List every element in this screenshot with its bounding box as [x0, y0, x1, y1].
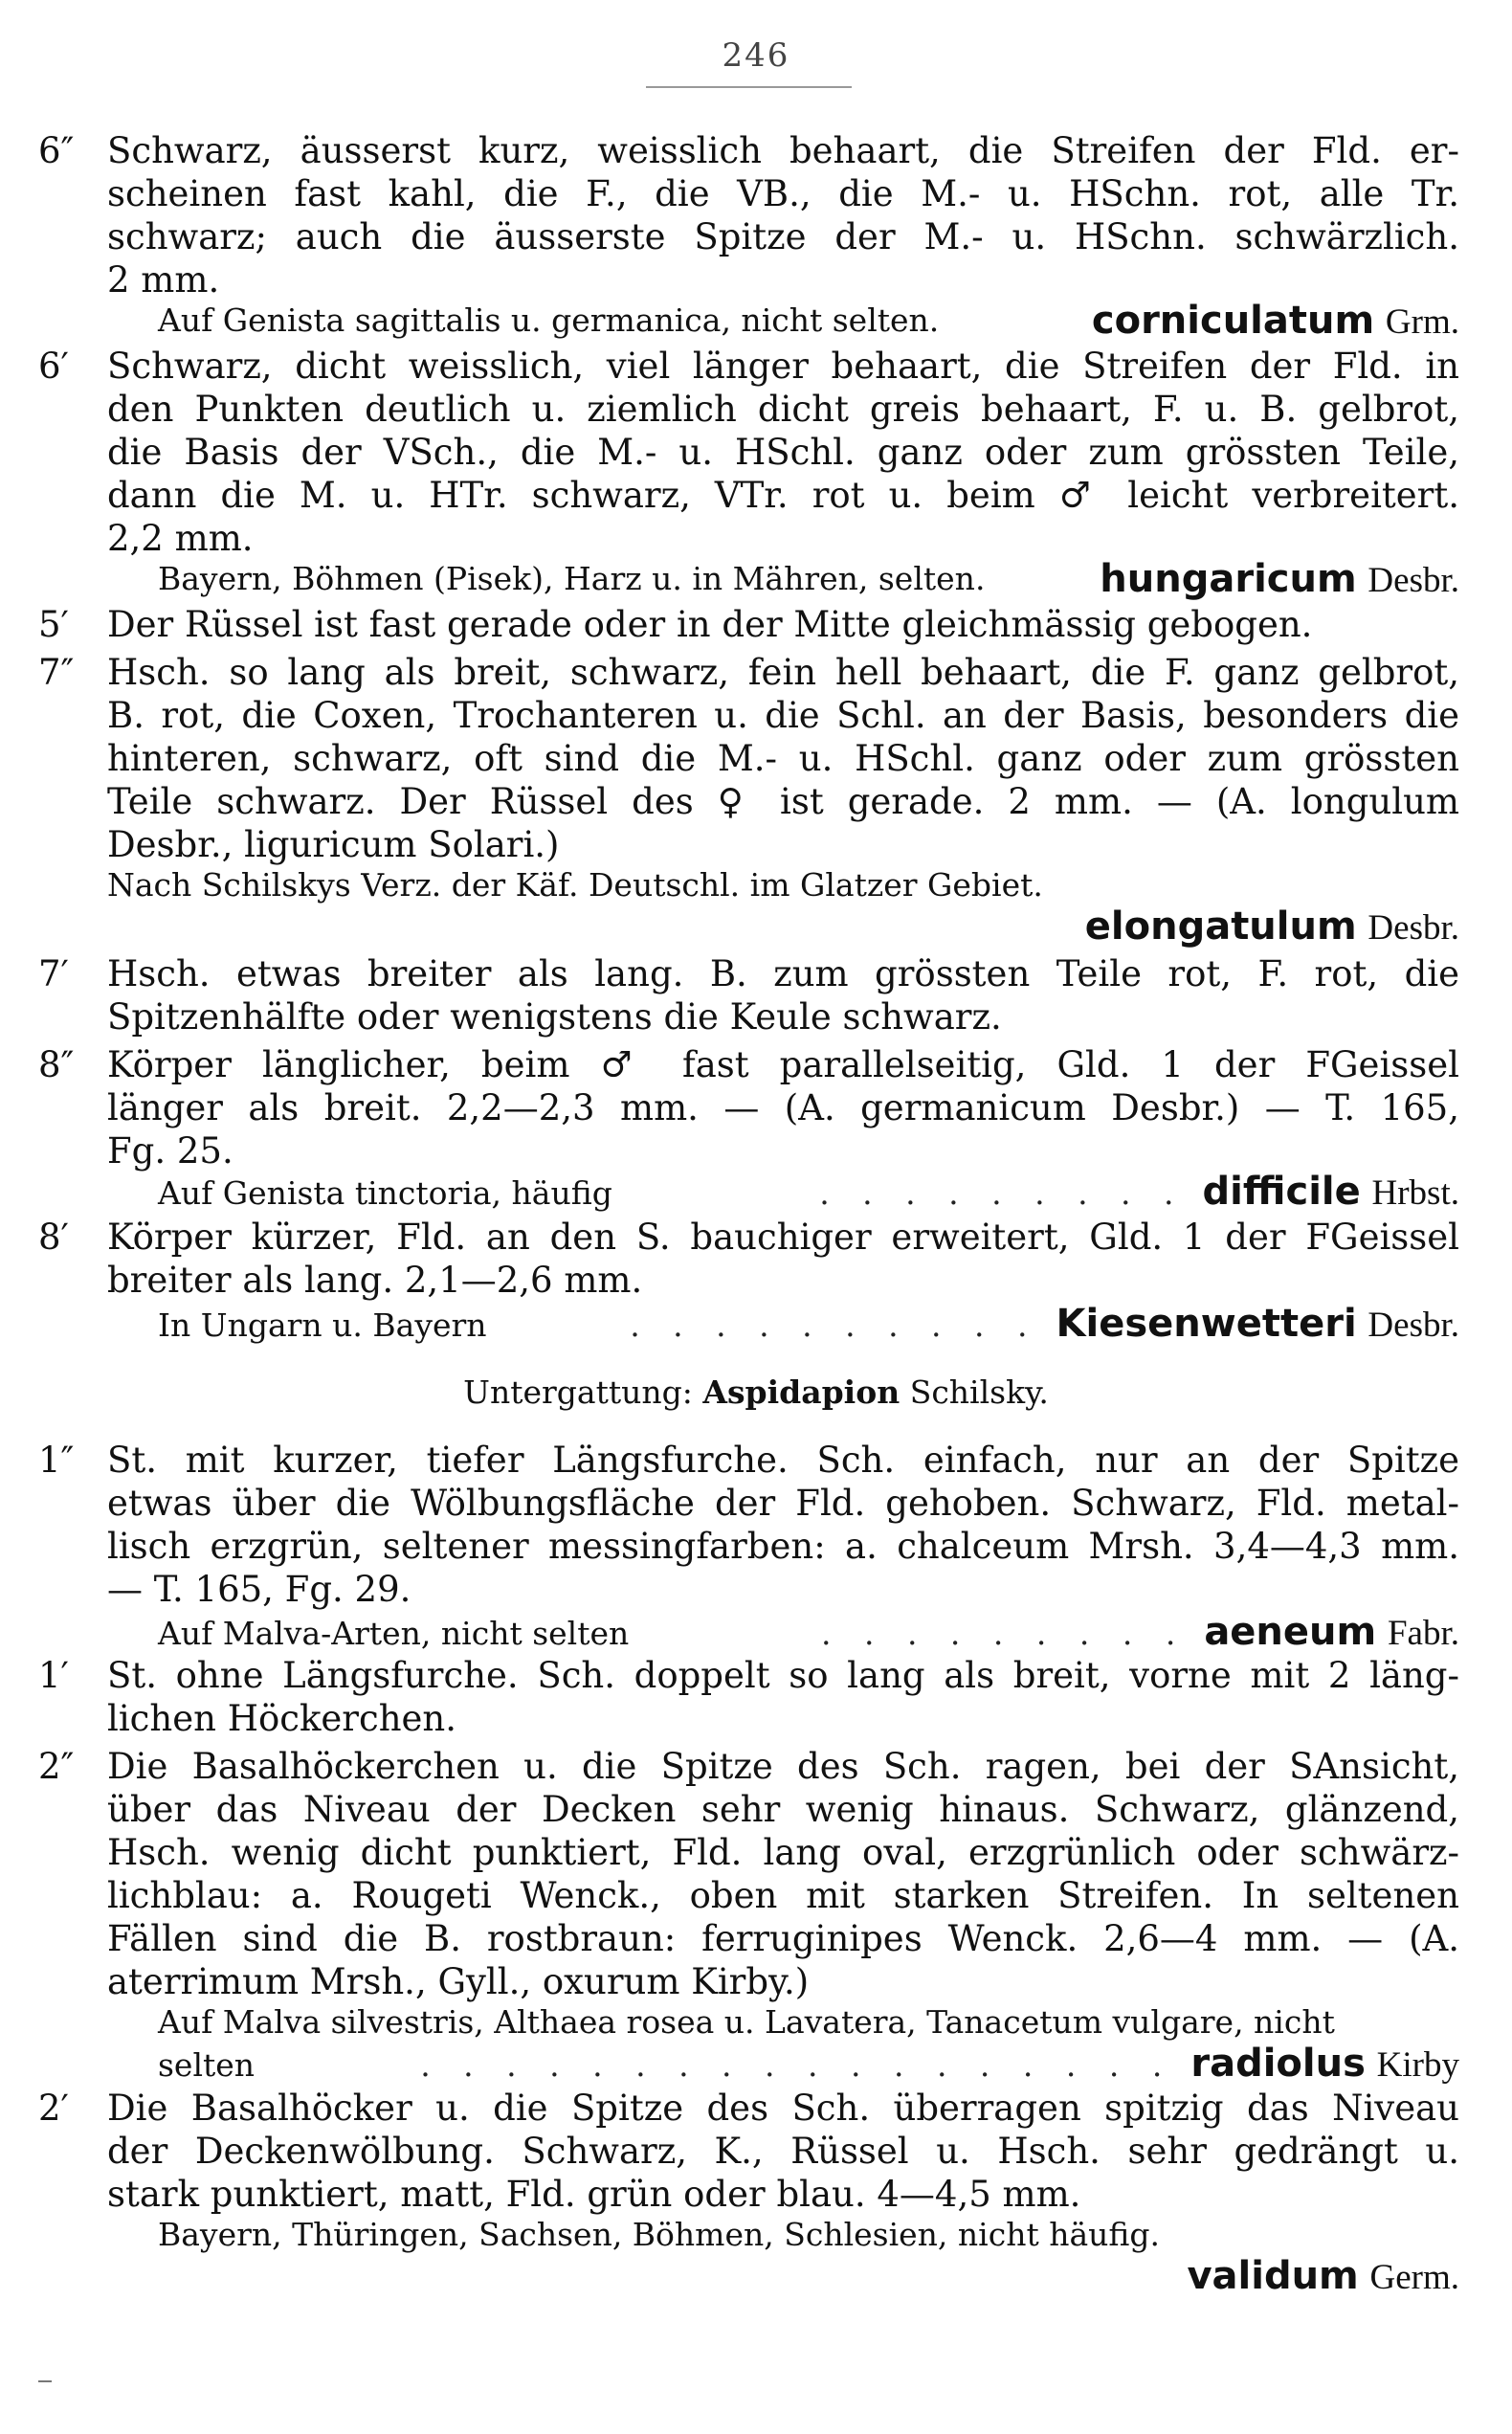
species-name: hungaricum Desbr. [1100, 557, 1459, 601]
key-number: 8′ [38, 1217, 69, 1258]
key-text: Fällen sind die B. rostbraun: ferruginipes Wenck. 2,6—4 mm. — (A. [107, 1918, 1459, 1959]
margin-mark [38, 2380, 52, 2382]
text-line [0, 1043, 1512, 1087]
species-line [0, 904, 1512, 949]
species-name: difficile Hrbst. [1202, 1170, 1459, 1214]
species-name: Kiesenwetteri Desbr. [1056, 1302, 1459, 1346]
locality-line [0, 1302, 1512, 1346]
text-line [0, 952, 1512, 996]
text-line [0, 1788, 1512, 1832]
key-number: 5′ [38, 604, 69, 645]
key-text: Körper länglicher, beim ♂ fast parallelseitig, Gld. 1 der FGeissel [107, 1044, 1459, 1085]
key-text: hinteren, schwarz, oft sind die M.- u. HSchl. ganz oder zum grössten [107, 738, 1459, 779]
key-text: Hsch. so lang als breit, schwarz, fein hell behaart, die F. ganz gelbrot, [107, 652, 1459, 693]
subgenus-heading [0, 1371, 1512, 1415]
key-text: — T. 165, Fg. 29. [107, 1569, 411, 1610]
heading-prefix: Untergattung: [463, 1373, 693, 1411]
key-text: Teile schwarz. Der Rüssel des ♀ ist gerade. 2 mm. — (A. longulum [107, 781, 1459, 822]
locality-text: Auf Genista sagittalis u. germanica, nicht selten. [158, 301, 940, 339]
key-text: dann die M. u. HTr. schwarz, VTr. rot u. beim ♂ leicht verbreitert. [107, 475, 1459, 516]
key-text: der Deckenwölbung. Schwarz, K., Rüssel u. Hsch. sehr gedrängt u. [107, 2131, 1459, 2172]
key-number: 8″ [38, 1044, 75, 1085]
key-text: St. mit kurzer, tiefer Längsfurche. Sch. einfach, nur an der Spitze [107, 1440, 1459, 1481]
key-text: breiter als lang. 2,1—2,6 mm. [107, 1260, 643, 1301]
species-name: validum Germ. [1187, 2254, 1459, 2298]
key-text: Die Basalhöcker u. die Spitze des Sch. überragen spitzig das Niveau [107, 2088, 1459, 2129]
key-number: 7″ [38, 652, 75, 693]
key-text: Körper kürzer, Fld. an den S. bauchiger erweitert, Gld. 1 der FGeissel [107, 1217, 1459, 1258]
species-name: elongatulum Desbr. [1084, 904, 1459, 949]
text-line [0, 1874, 1512, 1918]
locality-text: Nach Schilskys Verz. der Käf. Deutschl. im Glatzer Gebiet. [107, 866, 1043, 904]
key-number: 2′ [38, 2088, 69, 2129]
key-text: Desbr., liguricum Solari.) [107, 824, 560, 865]
leader-dots: . . . . . . . . . [819, 1174, 1186, 1212]
locality-line [0, 2213, 1512, 2257]
locality-text: Auf Genista tinctoria, häufig [158, 1174, 612, 1212]
key-text: Die Basalhöckerchen u. die Spitze des Sch. ragen, bei der SAnsicht, [107, 1746, 1459, 1787]
key-text: die Basis der VSch., die M.- u. HSchl. ganz oder zum grössten Teile, [107, 432, 1459, 473]
text-line [0, 1259, 1512, 1303]
key-number: 1′ [38, 1655, 69, 1696]
text-line [0, 388, 1512, 432]
locality-line [0, 557, 1512, 601]
text-line [0, 1697, 1512, 1741]
key-text: Hsch. wenig dicht punktiert, Fld. lang oval, erzgrünlich oder schwärz- [107, 1832, 1459, 1873]
subgenus-name: Aspidapion [702, 1373, 901, 1411]
locality-text: Bayern, Thüringen, Sachsen, Böhmen, Schlesien, nicht häufig. [158, 2216, 1161, 2253]
key-text: über das Niveau der Decken sehr wenig hinaus. Schwarz, glänzend, [107, 1789, 1459, 1830]
text-line [0, 431, 1512, 475]
key-text: scheinen fast kahl, die F., die VB., die M.- u. HSchn. rot, alle Tr. [107, 173, 1459, 214]
text-line [0, 995, 1512, 1039]
key-text: 2,2 mm. [107, 518, 254, 559]
text-line [0, 1917, 1512, 1961]
key-number: 6″ [38, 130, 75, 171]
key-number: 6′ [38, 346, 69, 387]
key-text: den Punkten deutlich u. ziemlich dicht greis behaart, F. u. B. gelbrot, [107, 389, 1459, 430]
key-number: 2″ [38, 1746, 75, 1787]
key-text: lichen Höckerchen. [107, 1698, 457, 1739]
leader-dots: . . . . . . . . . . [630, 1306, 1039, 1344]
text-line [0, 129, 1512, 173]
text-line [0, 1568, 1512, 1612]
header-rule [646, 86, 852, 88]
text-line [0, 2130, 1512, 2174]
locality-line [0, 2042, 1512, 2086]
key-text: lisch erzgrün, seltener messingfarben: a. chalceum Mrsh. 3,4—4,3 mm. [107, 1526, 1459, 1567]
locality-text: selten [158, 2046, 256, 2084]
text-line [0, 215, 1512, 259]
key-number: 7′ [38, 953, 69, 994]
text-line [0, 345, 1512, 389]
text-line [0, 1439, 1512, 1483]
page-number: 246 [722, 36, 790, 75]
text-line [0, 1831, 1512, 1875]
species-name: radiolus Kirby [1190, 2042, 1459, 2086]
key-text: stark punktiert, matt, Fld. grün oder blau. 4—4,5 mm. [107, 2174, 1081, 2215]
text-line [0, 2087, 1512, 2131]
key-text: B. rot, die Coxen, Trochanteren u. die Schl. an der Basis, besonders die [107, 695, 1459, 736]
key-text: aterrimum Mrsh., Gyll., oxurum Kirby.) [107, 1961, 810, 2002]
key-text: lichblau: a. Rougeti Wenck., oben mit starken Streifen. In seltenen [107, 1875, 1459, 1916]
subgenus-author: Schilsky. [909, 1373, 1049, 1411]
text-line [0, 1654, 1512, 1698]
locality-text: In Ungarn u. Bayern [158, 1306, 487, 1344]
text-line [0, 2173, 1512, 2217]
text-line [0, 1482, 1512, 1526]
text-line [0, 474, 1512, 518]
key-text: Schwarz, äusserst kurz, weisslich behaart, die Streifen der Fld. er- [107, 130, 1459, 171]
locality-text: Auf Malva silvestris, Althaea rosea u. Lavatera, Tanacetum vulgare, nicht [158, 2003, 1335, 2041]
text-line [0, 651, 1512, 695]
key-text: länger als breit. 2,2—2,3 mm. — (A. germanicum Desbr.) — T. 165, [107, 1087, 1459, 1128]
locality-text: Bayern, Böhmen (Pisek), Harz u. in Mähren, selten. [158, 560, 986, 597]
text-line [0, 780, 1512, 824]
key-text: St. ohne Längsfurche. Sch. doppelt so lang als breit, vorne mit 2 läng- [107, 1655, 1459, 1696]
text-line [0, 1525, 1512, 1569]
text-line [0, 1960, 1512, 2004]
locality-line [0, 299, 1512, 343]
key-number: 1″ [38, 1440, 75, 1481]
key-text: etwas über die Wölbungsfläche der Fld. gehoben. Schwarz, Fld. metal- [107, 1483, 1459, 1524]
key-text: Hsch. etwas breiter als lang. B. zum grössten Teile rot, F. rot, die [107, 953, 1459, 994]
text-line [0, 1086, 1512, 1130]
locality-text: Auf Malva-Arten, nicht selten [158, 1615, 630, 1652]
locality-line [0, 1610, 1512, 1654]
locality-line [0, 2000, 1512, 2044]
species-line [0, 2254, 1512, 2298]
species-name: aeneum Fabr. [1204, 1610, 1459, 1654]
leader-dots: . . . . . . . . . [820, 1615, 1188, 1652]
text-line [0, 737, 1512, 781]
text-line [0, 694, 1512, 738]
text-line [0, 603, 1512, 647]
key-text: Spitzenhälfte oder wenigstens die Keule schwarz. [107, 996, 1002, 1038]
locality-line [0, 1170, 1512, 1214]
key-text: Fg. 25. [107, 1130, 233, 1172]
key-text: schwarz; auch die äusserste Spitze der M.- u. HSchn. schwärzlich. [107, 216, 1459, 257]
key-text: Der Rüssel ist fast gerade oder in der Mitte gleichmässig gebogen. [107, 604, 1313, 645]
species-name: corniculatum Grm. [1091, 299, 1459, 343]
text-line [0, 1129, 1512, 1173]
text-line [0, 258, 1512, 302]
text-line [0, 172, 1512, 216]
key-text: Schwarz, dicht weisslich, viel länger behaart, die Streifen der Fld. in [107, 346, 1459, 387]
locality-line [0, 863, 1512, 907]
text-line [0, 517, 1512, 561]
key-text: 2 mm. [107, 259, 220, 301]
leader-dots: . . . . . . . . . . . . . . . . . . [420, 2046, 1174, 2084]
text-line [0, 823, 1512, 867]
text-line [0, 1745, 1512, 1789]
text-line [0, 1216, 1512, 1260]
